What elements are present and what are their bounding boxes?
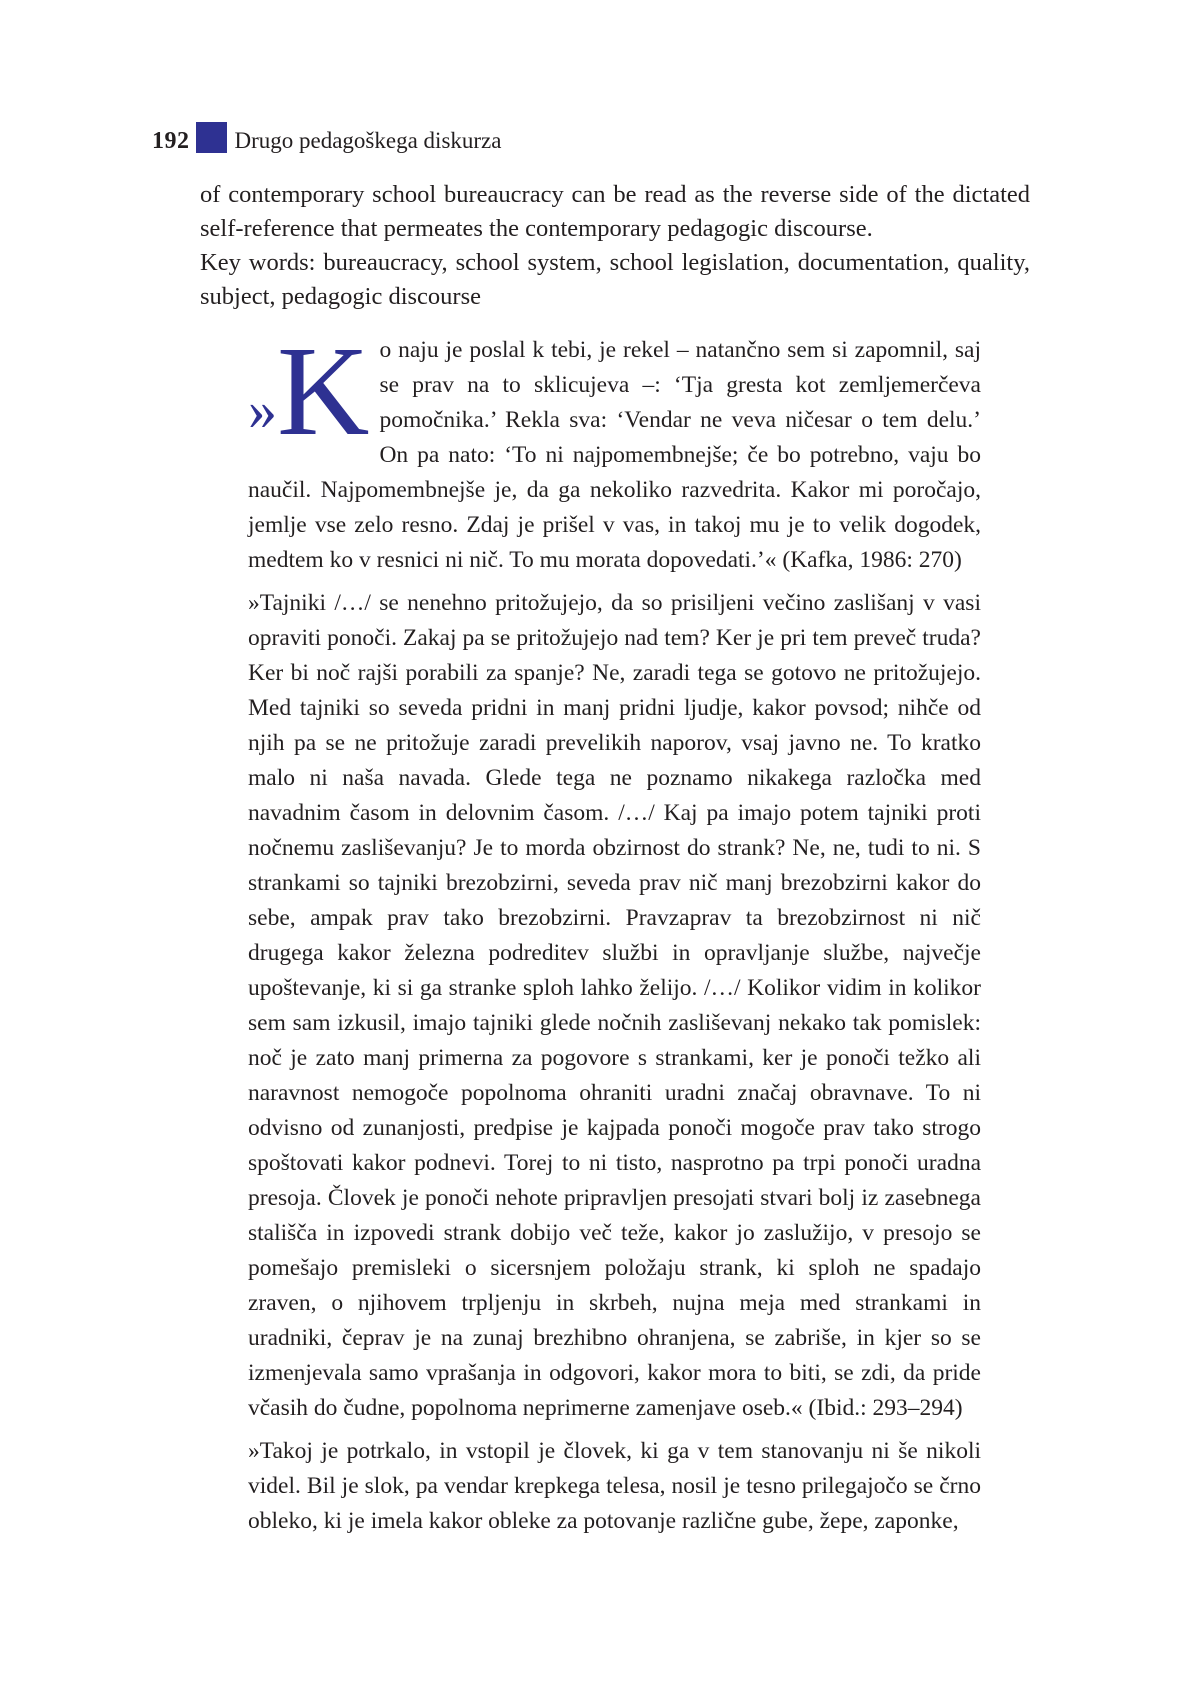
quote-1 xyxy=(248,320,981,578)
drop-cap xyxy=(248,320,370,462)
running-title: Drugo pedagoškega diskurza xyxy=(234,128,502,153)
running-header xyxy=(152,122,501,153)
quote-1-text: o naju je poslal k tebi, je rekel – natančno sem si zapomnil, saj se prav na to sklicujeva –: ‘Tja gresta kot zemljemerčeva pomočnika.’ Rekla sva: ‘Vendar ne veva ničesar o tem delu.’ On pa nato: ‘To ni najpomembnejše; če bo potrebno, vaju bo naučil. Najpomembnejše je, da ga nekoliko razvedrita. Kakor mi poročajo, jemlje vse zelo resno. Zdaj je prišel v vas, in takoj mu je to velik dogodek, medtem ko v resnici ni nič. To mu morata dopovedati.’« (Kafka, 1986: 270) xyxy=(248,337,981,573)
drop-cap-letter: K xyxy=(277,320,370,462)
drop-cap-guillemet: » xyxy=(248,377,271,442)
quotation-block xyxy=(248,320,981,1547)
header-square-icon xyxy=(196,122,227,153)
abstract-block xyxy=(200,178,1030,314)
quote-3: »Takoj je potrkalo, in vstopil je človek, ki ga v tem stanovanju ni še nikoli videl. Bil je slok, pa vendar krepkega telesa, nosil je tesno prilegajočo se črno obleko, ki je imela kakor obleke za potovanje različne gube, žepe, zaponke, xyxy=(248,1438,981,1534)
quote-2: »Tajniki /…/ se nenehno pritožujejo, da so prisiljeni večino zaslišanj v vasi opraviti ponoči. Zakaj pa se pritožujejo nad tem? Ker je pri tem preveč truda? Ker bi noč rajši porabili za spanje? Ne, zaradi tega se gotovo ne pritožujejo. Med tajniki so seveda pridni in manj pridni ljudje, kakor povsod; nihče od njih pa se ne pritožuje zaradi prevelikih naporov, vsaj javno ne. To kratko malo ni naša navada. Glede tega ne poznamo nikakega razločka med navadnim časom in delovnim časom. /…/ Kaj pa imajo potem tajniki proti nočnemu zasliševanju? Je to morda obzirnost do strank? Ne, ne, tudi to ni. S strankami so tajniki brezobzirni, seveda prav nič manj brezobzirni kakor do sebe, ampak prav tako brezobzirni. Pravzaprav ta brezobzirnost ni nič drugega kakor železna podreditev službi in opravljanje službe, največje upoštevanje, ki si ga stranke sploh lahko želijo. /…/ Kolikor vidim in kolikor sem sam izkusil, imajo tajniki glede nočnih zasliševanj nekako tak pomislek: noč je zato manj primerna za pogovore s strankami, ker je ponoči težko ali naravnost nemogoče popolnoma ohraniti uradni značaj obravnave. To ni odvisno od zunanjosti, predpise je kajpada ponoči mogoče prav tako strogo spoštovati kakor podnevi. Torej to ni tisto, nasprotno pa trpi ponoči uradna presoja. Človek je ponoči nehote pripravljen presojati stvari bolj iz zasebnega stališča in izpovedi strank dobijo več teže, kakor jo zaslužijo, v presojo se pomešajo premisleki o sicersnjem položaju strank, ki sploh ne spadajo zraven, o njihovem trpljenju in skrbeh, nujna meja med strankami in uradniki, čeprav je na zunaj brezhibno ohranjena, se zabriše, in kjer so se izmenjevala samo vprašanja in odgovori, kakor mora to biti, se zdi, da pride včasih do čudne, popolnoma neprimerne zamenjave oseb.« (Ibid.: 293–294) xyxy=(248,590,981,1421)
abstract-continuation: of contemporary school bureaucracy can be read as the reverse side of the dictated self-reference that permeates the contemporary pedagogic discourse. xyxy=(200,181,1030,242)
keywords: Key words: bureaucracy, school system, school legislation, documentation, quality, subject, pedagogic discourse xyxy=(200,249,1030,310)
page-number: 192 xyxy=(152,128,190,154)
